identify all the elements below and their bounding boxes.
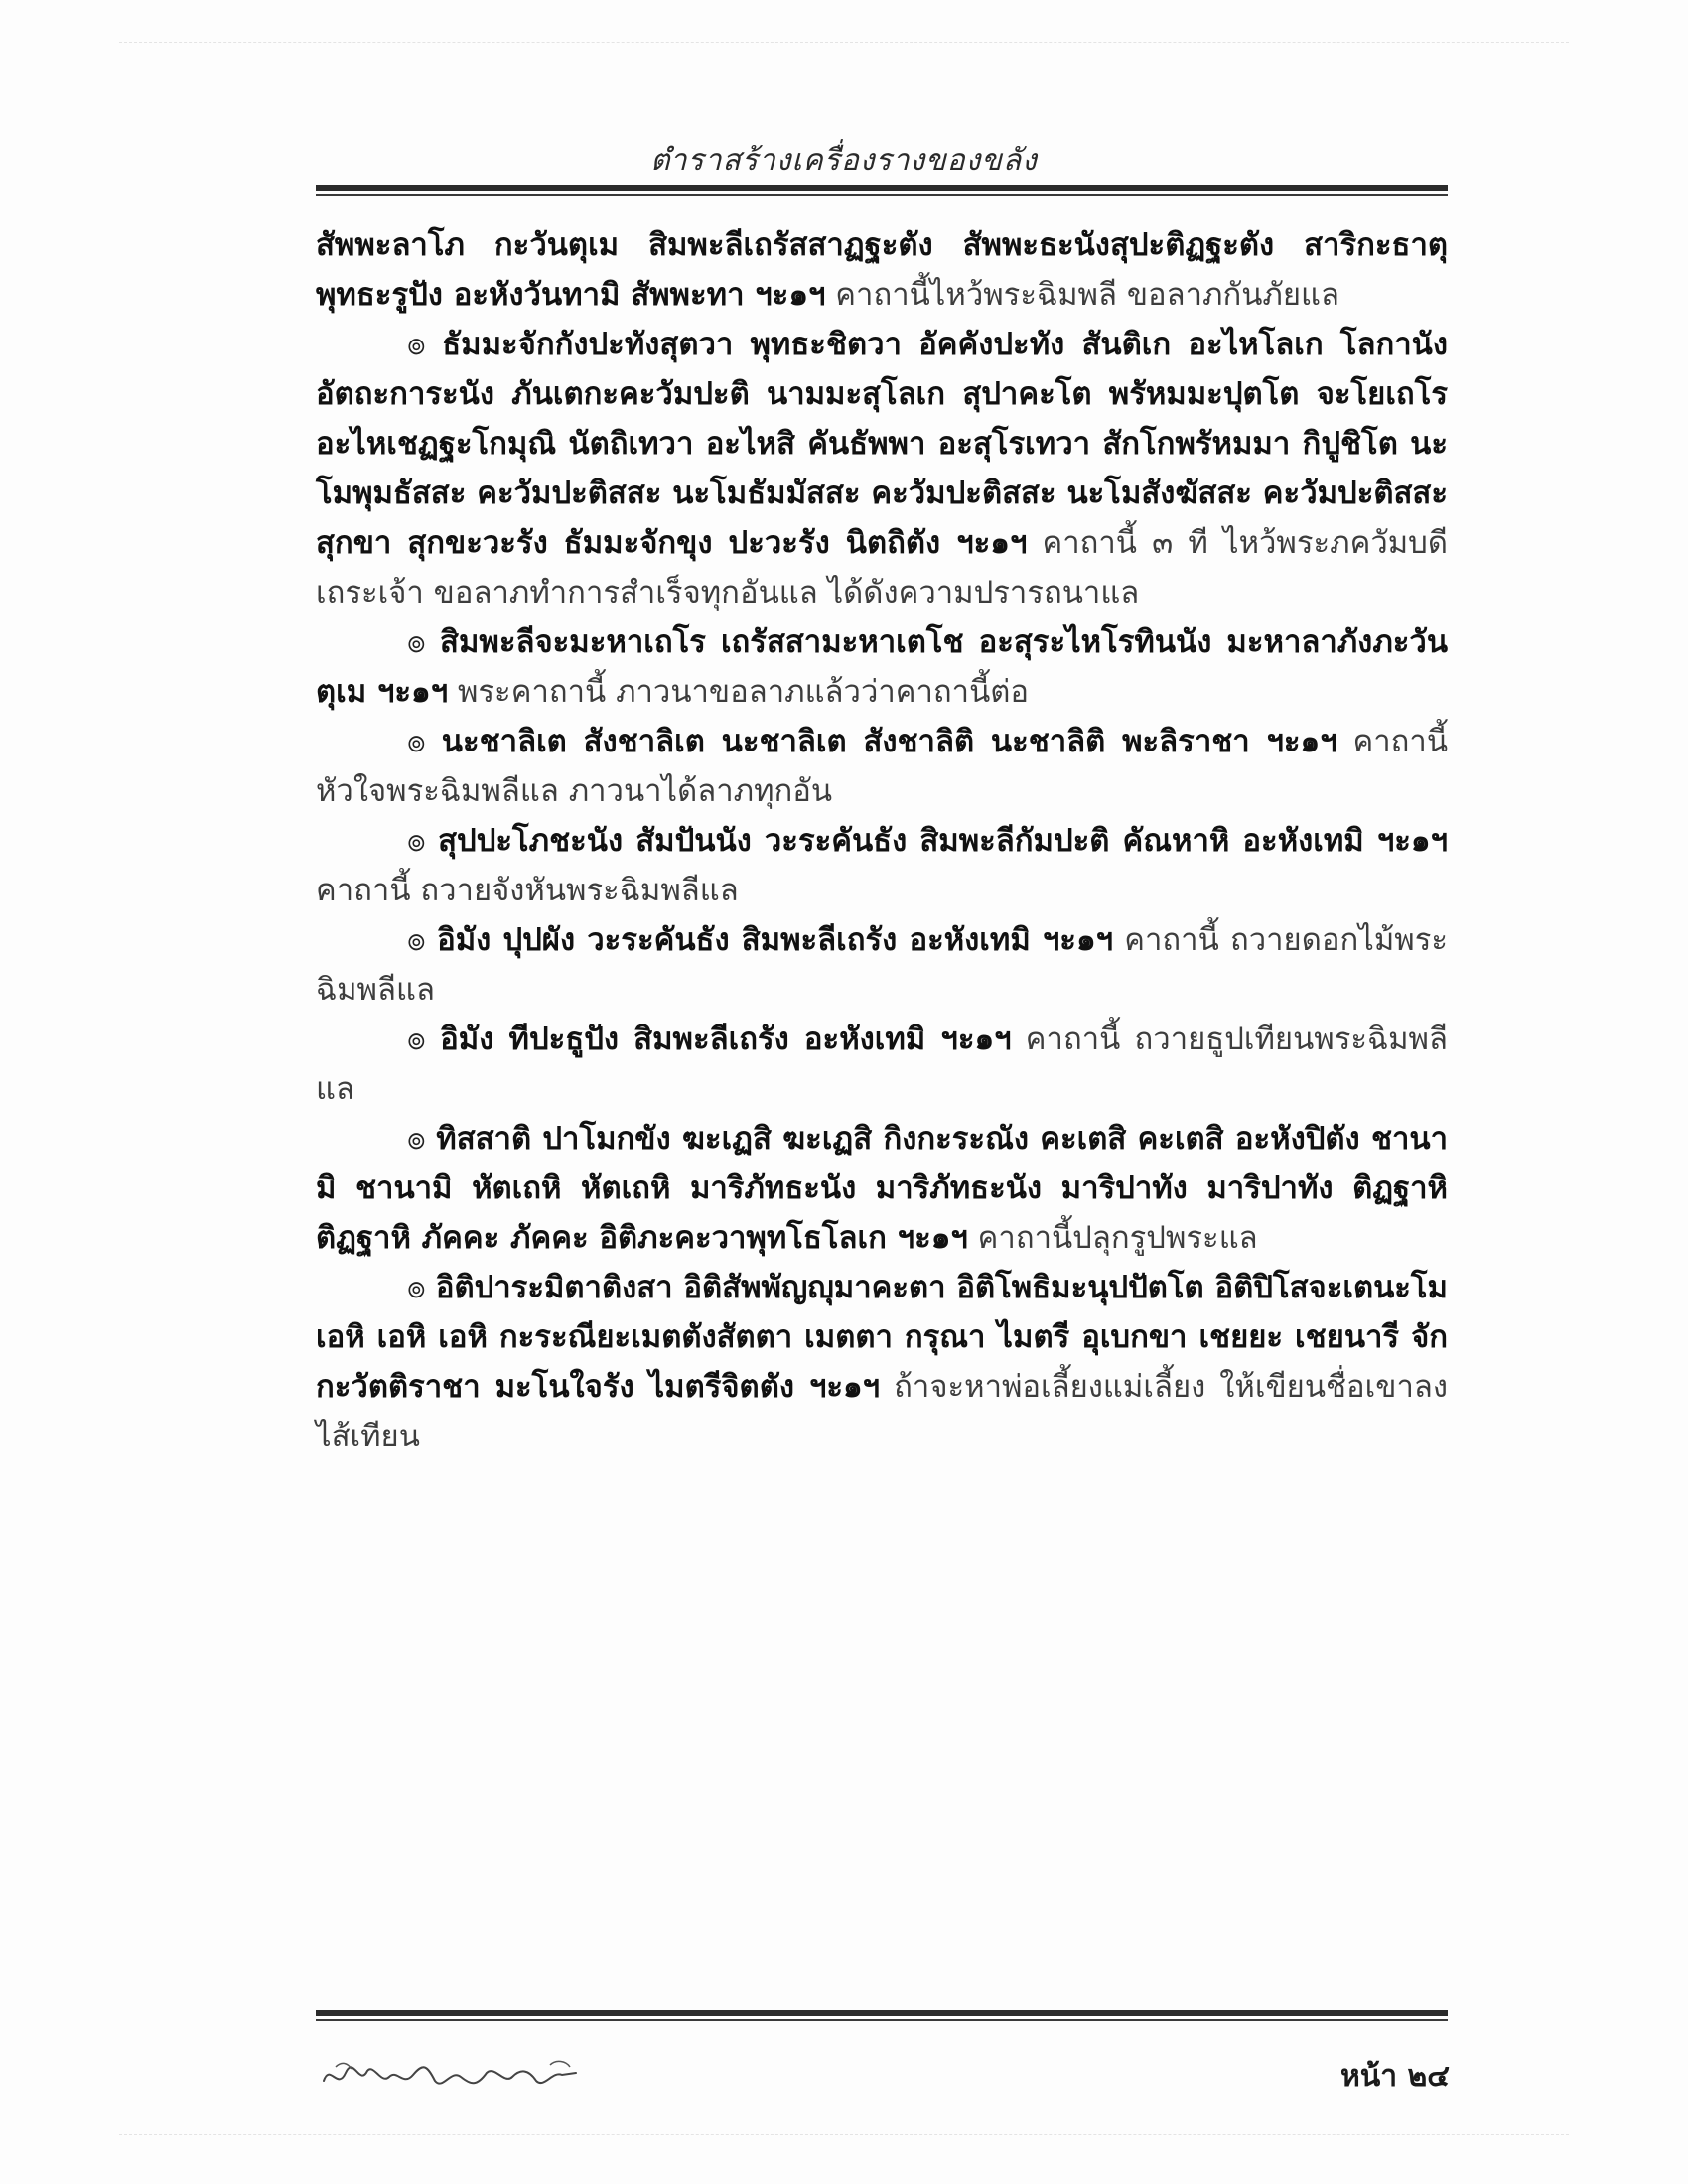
chant-text: อิติปาระมิตาติงสา อิติสัพพัญญุมาคะตา อิติโพธิมะนุปปัตโต อิติปิโสจะเตนะโมเอหิ เอหิ เอหิ กะระณียะเมตตังสัตตา เมตตา กรุณา ไมตรี อุเบกขา เชยยะ เชยนารี จักกะวัตติราชา มะโนใจรัง ไมตรีจิตตัง ฯะ๑ฯ bbox=[316, 1270, 1448, 1405]
paragraph-marker-icon: ๏ bbox=[407, 1270, 426, 1305]
chant-text: สุปปะโภชะนัง สัมปันนัง วะระคันธัง สิมพะลีกัมปะติ คัณหาหิ อะหังเทมิ ฯะ๑ฯ bbox=[438, 823, 1448, 859]
paragraph-5 bbox=[316, 816, 1448, 915]
document-body bbox=[316, 220, 1448, 1461]
footer-rule bbox=[316, 2010, 1448, 2021]
chant-note: ถ้าจะหาพ่อเลี้ยงแม่เลี้ยง ให้เขียนชื่อเขาลงไส้เทียน bbox=[316, 1369, 1448, 1454]
chant-text: ทิสสาติ ปาโมกขัง ฆะเฏสิ ฆะเฏสิ กิงกะระณัง คะเตสิ คะเตสิ อะหังปิตัง ชานามิ ชานามิ หัตเถหิ หัตเถหิ มาริภัทธะนัง มาริภัทธะนัง มาริปาทัง มาริปาทัง ติฏฐาหิ ติฏฐาหิ ภัคคะ ภัคคะ อิติภะคะวาพุทโธโลเก ฯะ๑ฯ bbox=[316, 1121, 1448, 1256]
chant-note: คาถานี้ ถวายดอกไม้พระฉิมพลีแล bbox=[316, 922, 1448, 1008]
paragraph-4 bbox=[316, 717, 1448, 816]
scan-edge-top bbox=[119, 42, 1569, 43]
scan-edge-bottom bbox=[119, 2134, 1569, 2135]
chant-text: สัพพะลาโภ กะวันตุเม สิมพะลีเถรัสสาฏฐะตัง สัพพะธะนังสุปะติฏฐะตัง สาริกะธาตุ พุทธะรูปัง อะหังวันทามิ สัพพะทา ฯะ๑ฯ bbox=[316, 227, 1448, 313]
header-rule bbox=[316, 185, 1448, 196]
paragraph-marker-icon: ๏ bbox=[407, 1022, 426, 1057]
signature-mark bbox=[316, 2051, 614, 2101]
chant-text: นะชาลิเต สังชาลิเต นะชาลิเต สังชาลิติ นะชาลิติ พะลิราชา ฯะ๑ฯ bbox=[441, 724, 1337, 759]
chant-note: คาถานี้หัวใจพระฉิมพลีแล ภาวนาได้ลาภทุกอัน bbox=[316, 724, 1449, 809]
paragraph-marker-icon: ๏ bbox=[407, 327, 426, 362]
paragraph-marker-icon: ๏ bbox=[407, 624, 426, 660]
chant-text: อิมัง ปุปผัง วะระคันธัง สิมพะลีเถรัง อะหังเทมิ ฯะ๑ฯ bbox=[437, 922, 1114, 958]
chant-text: ธัมมะจักกังปะทังสุตวา พุทธะชิตวา อัคคังปะทัง สันติเก อะไหโลเก โลกานังอัตถะการะนัง ภันเตกะคะวัมปะติ นามมะสุโลเก สุปาคะโต พรัหมมะปุตโต จะโยเถโร อะไหเชฏฐะโกมุณิ นัตถิเทวา อะไหสิ คันธัพพา อะสุโรเทวา สักโกพรัหมมา กิปูชิโต นะโมพุมธัสสะ คะวัมปะติสสะ นะโมธัมมัสสะ คะวัมปะติสสะ นะโมสังฆัสสะ คะวัมปะติสสะ สุกขา สุกขะวะรัง ธัมมะจักขุง ปะวะรัง นิตถิตัง ฯะ๑ฯ bbox=[316, 327, 1448, 561]
chant-text: สิมพะลีจะมะหาเถโร เถรัสสามะหาเตโช อะสุระไหโรทินนัง มะหาลาภังภะวันตุเม ฯะ๑ฯ bbox=[316, 624, 1449, 710]
paragraph-3 bbox=[316, 617, 1448, 717]
paragraph-marker-icon: ๏ bbox=[407, 922, 426, 958]
paragraph-marker-icon: ๏ bbox=[407, 1121, 426, 1157]
chant-text: อิมัง ทีปะธูปัง สิมพะลีเถรัง อะหังเทมิ ฯะ๑ฯ bbox=[440, 1022, 1012, 1057]
paragraph-7 bbox=[316, 1015, 1448, 1114]
paragraph-1 bbox=[316, 220, 1448, 320]
paragraph-6 bbox=[316, 915, 1448, 1015]
chant-note: คาถานี้ไหว้พระฉิมพลี ขอลาภกันภัยแล bbox=[835, 277, 1339, 313]
page-header-title: ตำราสร้างเครื่องรางของขลัง bbox=[650, 143, 1038, 178]
paragraph-marker-icon: ๏ bbox=[407, 724, 426, 759]
chant-note: คาถานี้ ถวายธูปเทียนพระฉิมพลีแล bbox=[316, 1022, 1448, 1107]
chant-note: พระคาถานี้ ภาวนาขอลาภแล้วว่าคาถานี้ต่อ bbox=[457, 674, 1030, 710]
chant-note: คาถานี้ ๓ ที ไหว้พระภควัมบดีเถระเจ้า ขอลาภทำการสำเร็จทุกอันแล ได้ดังความปรารถนาแล bbox=[316, 525, 1448, 611]
paragraph-2 bbox=[316, 320, 1448, 617]
paragraph-marker-icon: ๏ bbox=[407, 823, 426, 859]
chant-note: คาถานี้ปลุกรูปพระแล bbox=[977, 1220, 1258, 1256]
chant-note: คาถานี้ ถวายจังหันพระฉิมพลีแล bbox=[316, 873, 739, 908]
paragraph-8 bbox=[316, 1114, 1448, 1263]
page-number: หน้า ๒๔ bbox=[1339, 2059, 1450, 2094]
paragraph-9 bbox=[316, 1263, 1448, 1461]
